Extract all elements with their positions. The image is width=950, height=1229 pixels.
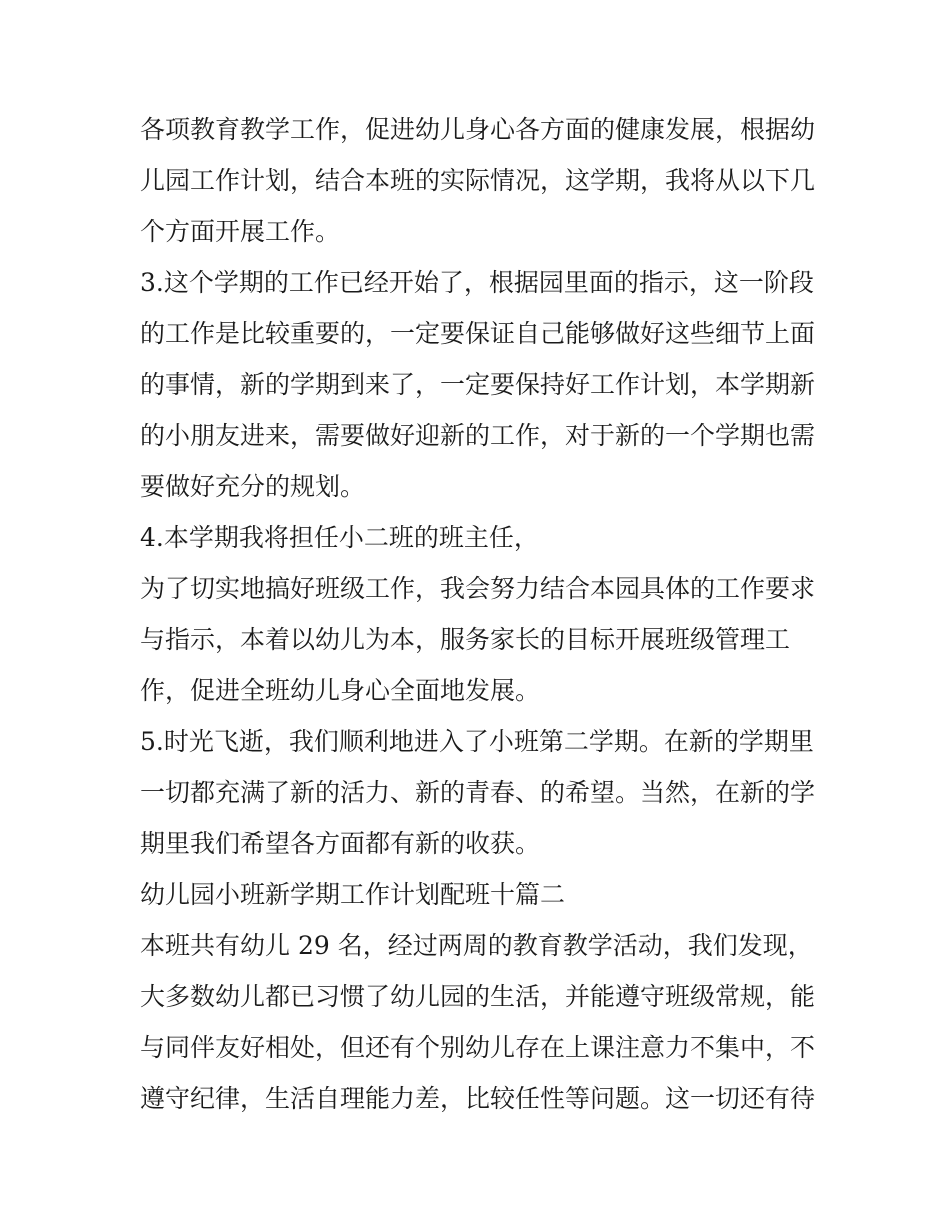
- text-line: 为了切实地搞好班级工作，我会努力结合本园具体的工作要求: [140, 574, 816, 603]
- text-line: 与同伴友好相处，但还有个别幼儿存在上课注意力不集中，不: [140, 1033, 816, 1062]
- text-line: 期里我们希望各方面都有新的收获。: [140, 829, 541, 858]
- text-line: 作，促进全班幼儿身心全面地发展。: [140, 676, 541, 705]
- text-line: 儿园工作计划，结合本班的实际情况，这学期，我将从以下几: [140, 166, 816, 195]
- text-line: 的工作是比较重要的，一定要保证自己能够做好这些细节上面: [140, 319, 816, 348]
- text-line: 与指示，本着以幼儿为本，服务家长的目标开展班级管理工: [140, 625, 791, 654]
- document-body: [140, 104, 820, 1124]
- text-line: 5.时光飞逝，我们顺利地进入了小班第二学期。在新的学期里: [140, 727, 814, 756]
- text-line: 的小朋友进来，需要做好迎新的工作，对于新的一个学期也需: [140, 421, 816, 450]
- text-line: 本班共有幼儿 29 名，经过两周的教育教学活动，我们发现，: [140, 931, 813, 960]
- text-line: 遵守纪律，生活自理能力差，比较任性等问题。这一切还有待: [140, 1084, 816, 1113]
- text-line: 的事情，新的学期到来了，一定要保持好工作计划，本学期新: [140, 370, 816, 399]
- text-line: 个方面开展工作。: [140, 217, 341, 246]
- text-line: 要做好充分的规划。: [140, 472, 366, 501]
- text-line: 大多数幼儿都已习惯了幼儿园的生活，并能遵守班级常规，能: [140, 982, 816, 1011]
- text-line: 4.本学期我将担任小二班的班主任，: [140, 523, 539, 552]
- text-line: 一切都充满了新的活力、新的青春、的希望。当然，在新的学: [140, 778, 816, 807]
- section-heading: 幼儿园小班新学期工作计划配班十篇二: [140, 880, 566, 909]
- text-line: 各项教育教学工作，促进幼儿身心各方面的健康发展，根据幼: [140, 115, 816, 144]
- text-line: 3.这个学期的工作已经开始了，根据园里面的指示，这一阶段: [140, 268, 814, 297]
